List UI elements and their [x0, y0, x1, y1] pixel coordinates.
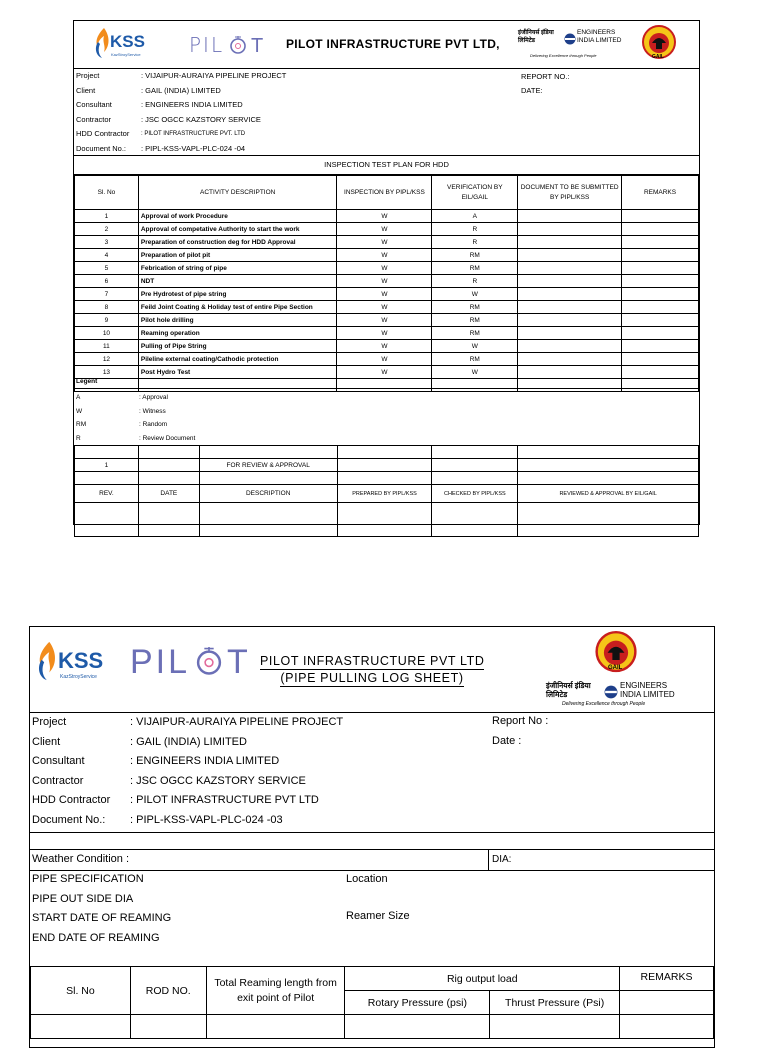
itp-document	[518, 262, 622, 275]
revision-row	[75, 459, 699, 472]
checked-header: CHECKED BY PIPL/KSS	[432, 485, 518, 503]
itp-activity: Pulling of Pipe String	[138, 340, 337, 353]
start-date-label: START DATE OF REAMING	[32, 912, 172, 924]
itp-sl-no: 7	[75, 288, 139, 301]
legend-item: RM : Random	[76, 421, 168, 428]
date-label: Date :	[492, 735, 522, 747]
report-no-label: REPORT NO.:	[521, 72, 570, 81]
itp-verification: W	[432, 366, 518, 379]
contractor-label: Contractor	[32, 774, 84, 787]
client-label: Client	[76, 85, 96, 95]
itp-row	[75, 288, 699, 301]
itp-remarks	[622, 288, 699, 301]
eil-logo	[546, 679, 682, 711]
itp-inspection: W	[337, 262, 432, 275]
itp-row	[75, 275, 699, 288]
document-no-value: : PIPL-KSS-VAPL-PLC-024 -03	[130, 813, 283, 826]
itp-document	[518, 340, 622, 353]
itp-row	[75, 210, 699, 223]
itp-activity: Approval of work Procedure	[138, 210, 337, 223]
itp-row	[75, 262, 699, 275]
itp-document	[518, 301, 622, 314]
reviewed-header: REVIEWED & APPROVAL BY EIL/GAIL	[518, 485, 699, 503]
itp-inspection: W	[337, 340, 432, 353]
itp-sl-no: 1	[75, 210, 139, 223]
eil-text: ENGINEERS INDIA LIMITED	[620, 681, 675, 699]
itp-activity: Reaming operation	[138, 327, 337, 340]
itp-remarks	[622, 275, 699, 288]
itp-inspection: W	[337, 327, 432, 340]
rev-description: FOR REVIEW & APPROVAL	[199, 459, 337, 472]
company-title: PILOT INFRASTRUCTURE PVT LTD,	[286, 37, 500, 51]
pilot-logo: PIL T	[189, 33, 264, 57]
itp-row	[75, 236, 699, 249]
itp-activity: Post Hydro Test	[138, 366, 337, 379]
legend-item: W : Witness	[76, 407, 166, 415]
project-info-labels	[76, 69, 129, 156]
document-no-value: : PIPL-KSS-VAPL-PLC-024 -04	[141, 143, 246, 153]
itp-document	[518, 236, 622, 249]
gail-logo	[584, 631, 648, 677]
itp-inspection: W	[337, 314, 432, 327]
rod-no-header: ROD NO.	[130, 967, 206, 1015]
itp-verification: R	[432, 223, 518, 236]
itp-activity: Preparation of pilot pit	[138, 249, 337, 262]
legend-item: A : Approval	[76, 394, 168, 401]
itp-remarks	[622, 353, 699, 366]
sl-no-header: Sl. No	[75, 176, 139, 210]
remarks-header: REMARKS	[622, 176, 699, 210]
eil-tagline: Delivering Excellence through People	[530, 53, 597, 58]
itp-sl-no: 9	[75, 314, 139, 327]
eil-text: ENGINEERS INDIA LIMITED	[577, 29, 622, 44]
consultant-label: Consultant	[76, 100, 112, 109]
itp-verification: RM	[432, 262, 518, 275]
itp-inspection: W	[337, 288, 432, 301]
eil-emblem-icon	[604, 685, 618, 699]
itp-inspection: W	[337, 236, 432, 249]
itp-row	[75, 327, 699, 340]
weather-label: Weather Condition :	[32, 853, 130, 865]
itp-row	[75, 340, 699, 353]
log-entry-row	[31, 1015, 714, 1039]
itp-remarks	[622, 249, 699, 262]
itp-activity: Approval of competative Authority to start the work	[138, 223, 337, 236]
itp-remarks	[622, 210, 699, 223]
itp-document	[518, 353, 622, 366]
itp-verification: RM	[432, 249, 518, 262]
itp-inspection: W	[337, 249, 432, 262]
itp-verification: R	[432, 236, 518, 249]
location-label: Location	[346, 873, 388, 885]
itp-table	[74, 175, 699, 392]
itp-document	[518, 288, 622, 301]
itp-sl-no: 2	[75, 223, 139, 236]
inspection-test-plan-sheet	[73, 20, 700, 525]
itp-document	[518, 275, 622, 288]
revision-table	[74, 445, 699, 537]
itp-sl-no: 5	[75, 262, 139, 275]
itp-inspection: W	[337, 301, 432, 314]
itp-inspection: W	[337, 223, 432, 236]
itp-verification: RM	[432, 314, 518, 327]
consultant-value: : ENGINEERS INDIA LIMITED	[141, 100, 243, 109]
eil-tagline: Delivering Excellence through People	[562, 701, 646, 707]
itp-verification: R	[432, 275, 518, 288]
itp-document	[518, 314, 622, 327]
kss-text: KSS	[110, 32, 145, 51]
itp-remarks	[622, 327, 699, 340]
pipe-out-side-dia-label: PIPE OUT SIDE DIA	[32, 892, 134, 905]
pilot-text: PIL	[189, 33, 225, 57]
rev-number: 1	[75, 459, 139, 472]
itp-row	[75, 223, 699, 236]
end-date-label: END DATE OF REAMING	[32, 931, 160, 944]
itp-verification: W	[432, 288, 518, 301]
hdd-contractor-value: : PILOT INFRASTRUCTURE PVT. LTD	[141, 131, 246, 137]
itp-activity: Febrication of string of pipe	[138, 262, 337, 275]
eil-logo	[518, 27, 622, 63]
itp-verification: RM	[432, 353, 518, 366]
itp-remarks	[622, 301, 699, 314]
itp-activity: Pilot hole drilling	[138, 314, 337, 327]
itp-verification: W	[432, 340, 518, 353]
project-info-labels	[32, 713, 110, 830]
itp-inspection: W	[337, 275, 432, 288]
itp-activity: NDT	[138, 275, 337, 288]
kss-tagline: KazStroyService	[111, 52, 141, 57]
kss-text: KSS	[58, 648, 104, 673]
itp-sl-no: 10	[75, 327, 139, 340]
revision-header-row	[75, 485, 699, 503]
sheet-subtitle: (PIPE PULLING LOG SHEET)	[280, 671, 464, 685]
itp-document	[518, 210, 622, 223]
itp-activity: Preparation of construction deg for HDD Approval	[138, 236, 337, 249]
itp-verification: A	[432, 210, 518, 223]
itp-row	[75, 314, 699, 327]
title-block	[260, 653, 484, 687]
consultant-value: : ENGINEERS INDIA LIMITED	[130, 755, 280, 767]
rotary-pressure-header: Rotary Pressure (psi)	[345, 991, 490, 1015]
itp-row	[75, 301, 699, 314]
reamer-size-label: Reamer Size	[346, 910, 410, 922]
date-label: DATE:	[521, 86, 543, 95]
total-reaming-length-header: Total Reaming length from exit point of Pilot	[206, 967, 345, 1015]
log-header-row	[31, 967, 714, 991]
signature-row	[75, 503, 699, 537]
weather-row	[30, 849, 714, 871]
client-value: : GAIL (INDIA) LIMITED	[130, 735, 247, 748]
remarks-header: REMARKS	[620, 967, 714, 991]
legend-title-row	[74, 377, 699, 389]
dia-label: DIA:	[492, 854, 512, 865]
gail-text: GAIL	[652, 54, 664, 60]
pipe-pulling-log-sheet	[29, 626, 715, 1048]
gail-logo	[642, 25, 676, 63]
itp-header-row	[75, 176, 699, 210]
itp-document	[518, 327, 622, 340]
eil-emblem-icon	[564, 33, 576, 45]
eil-hindi-text: इंजीनियर्स इंडिया लिमिटेड	[546, 681, 591, 699]
report-no-label: Report No :	[492, 715, 549, 727]
rev-header: REV.	[75, 485, 139, 503]
client-label: Client	[32, 735, 61, 748]
rig-output-load-header: Rig output load	[345, 967, 620, 991]
itp-row	[75, 353, 699, 366]
legend-list	[76, 391, 195, 445]
company-title: PILOT INFRASTRUCTURE PVT LTD	[260, 654, 485, 668]
legend-item: R : Review Document	[76, 434, 196, 442]
contractor-value: : JSC OGCC KAZSTORY SERVICE	[130, 774, 306, 787]
pilot-logo: PIL T	[130, 643, 248, 681]
itp-row	[75, 249, 699, 262]
itp-sl-no: 8	[75, 301, 139, 314]
project-value: : VIJAIPUR-AURAIYA PIPELINE PROJECT	[141, 71, 287, 80]
activity-header: ACTIVITY DESCRIPTION	[138, 176, 337, 210]
consultant-label: Consultant	[32, 755, 85, 767]
itp-sl-no: 13	[75, 366, 139, 379]
itp-inspection: W	[337, 210, 432, 223]
sl-no-header: Sl. No	[31, 967, 131, 1015]
date-header: DATE	[138, 485, 199, 503]
prepared-header: PREPARED BY PIPL/KSS	[337, 485, 432, 503]
itp-remarks	[622, 340, 699, 353]
pilot-o-icon	[229, 35, 247, 55]
itp-remarks	[622, 314, 699, 327]
pipe-spec-list	[32, 870, 171, 948]
project-info-values	[141, 69, 286, 156]
itp-activity: Pre Hydrotest of pipe string	[138, 288, 337, 301]
itp-remarks	[622, 262, 699, 275]
kss-logo	[92, 26, 154, 64]
client-value: : GAIL (INDIA) LIMITED	[141, 85, 221, 95]
hdd-contractor-label: HDD Contractor	[32, 794, 111, 806]
itp-sl-no: 6	[75, 275, 139, 288]
itp-verification: RM	[432, 327, 518, 340]
itp-body	[75, 210, 699, 392]
kss-logo	[34, 639, 114, 687]
reaming-log-table	[30, 966, 714, 1039]
itp-sl-no: 12	[75, 353, 139, 366]
plan-title: INSPECTION TEST PLAN FOR HDD	[74, 155, 699, 175]
project-value: : VIJAIPUR-AURAIYA PIPELINE PROJECT	[130, 716, 344, 728]
eil-hindi-text: इंजीनियर्स इंडिया लिमिटेड	[518, 30, 554, 44]
pipe-specification-label: PIPE SPECIFICATION	[32, 873, 144, 885]
hdd-contractor-label: HDD Contractor	[76, 129, 130, 138]
project-label: Project	[32, 716, 67, 728]
document-no-label: Document No.:	[76, 143, 127, 153]
description-header: DESCRIPTION	[199, 485, 337, 503]
pilot-text: PIL	[130, 643, 191, 681]
legend-title: Legent	[76, 378, 98, 385]
kss-tagline: KazStroyService	[60, 674, 97, 680]
document-header: DOCUMENT TO BE SUBMITTED BY PIPL/KSS	[518, 176, 622, 210]
itp-document	[518, 223, 622, 236]
itp-verification: RM	[432, 301, 518, 314]
contractor-value: : JSC OGCC KAZSTORY SERVICE	[141, 114, 261, 124]
itp-document	[518, 249, 622, 262]
itp-inspection: W	[337, 366, 432, 379]
itp-sl-no: 11	[75, 340, 139, 353]
itp-remarks	[622, 223, 699, 236]
hdd-contractor-value: : PILOT INFRASTRUCTURE PVT LTD	[130, 794, 319, 806]
project-info-values	[130, 713, 343, 830]
contractor-label: Contractor	[76, 114, 112, 124]
info-divider	[30, 832, 714, 833]
thrust-pressure-header: Thrust Pressure (Psi)	[490, 991, 620, 1015]
itp-sl-no: 4	[75, 249, 139, 262]
inspection-header: INSPECTION BY PIPL/KSS	[337, 176, 432, 210]
itp-remarks	[622, 236, 699, 249]
pilot-o-icon	[195, 645, 223, 677]
project-label: Project	[76, 71, 100, 80]
itp-activity: Pileline external coating/Cathodic protection	[138, 353, 337, 366]
itp-activity: Feild Joint Coating & Holiday test of entire Pipe Section	[138, 301, 337, 314]
document-no-label: Document No.:	[32, 813, 106, 826]
gail-text: GAIL	[608, 665, 623, 671]
verification-header: VERIFICATION BY EIL/GAIL	[432, 176, 518, 210]
itp-sl-no: 3	[75, 236, 139, 249]
itp-inspection: W	[337, 353, 432, 366]
